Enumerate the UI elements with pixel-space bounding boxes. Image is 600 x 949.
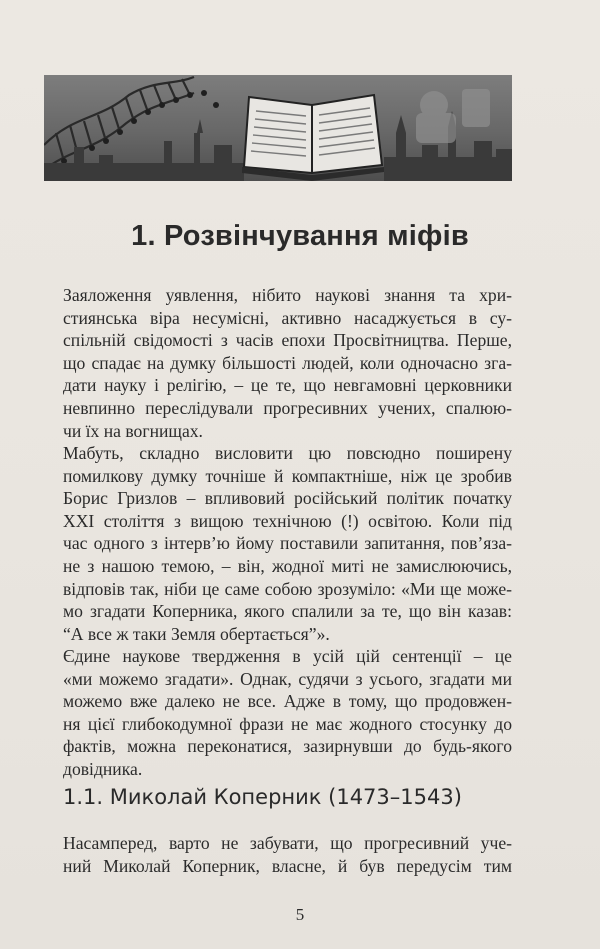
- chapter-banner-illustration: [44, 75, 512, 181]
- paragraph-2: [63, 442, 512, 645]
- open-book-icon: [242, 95, 384, 181]
- paragraph-line: Борис Гризлов – впливовий російський політик початку: [63, 488, 512, 509]
- paragraph-line: можемо вже далеко не все. Адже в тому, що продовжен-: [63, 691, 512, 712]
- paragraph-line: «ми можемо згадати». Однак, судячи з усього, згадати ми: [63, 668, 512, 689]
- paragraph-line: час одного з інтерв’ю йому поставили запитання, пов’яза-: [63, 533, 512, 554]
- paragraph-3: [63, 645, 512, 781]
- paragraph-line: мо згадати Коперника, якого спалили за те, що він казав:: [63, 601, 512, 622]
- paragraph-line: чи їх на вогнищах.: [63, 420, 203, 441]
- paragraph-line: стиянська віра несумісні, активно насаджується в су-: [63, 307, 512, 328]
- paragraph-line: довідника.: [63, 758, 143, 779]
- banner-artwork: [44, 75, 512, 181]
- paragraph-line: XXI століття з вищою технічною (!) освітою. Коли під: [63, 510, 512, 531]
- paragraph-line: що спадає на думку більшості людей, коли одночасно зга-: [63, 352, 512, 373]
- page-number: 5: [295, 905, 305, 924]
- section-paragraph: [63, 832, 512, 877]
- paragraph-line: фактів, можна переконатися, зазирнувши до будь-якого: [63, 736, 512, 757]
- paragraph-line: Єдине наукове твердження в усій цій сентенції – це: [63, 646, 512, 666]
- paragraph-line: Мабуть, складно висловити цю повсюдно поширену: [63, 443, 512, 463]
- paragraph-line: не з нашою темою, – він, жодної миті не замислюючись,: [63, 555, 512, 576]
- paragraph-1: [63, 284, 512, 442]
- section-title: 1.1. Миколай Коперник (1473–1543): [63, 785, 462, 809]
- paragraph-line: “А все ж таки Земля обертається”».: [63, 623, 330, 644]
- paragraph-line: невпинно переслідували прогресивних учених, спалюю-: [63, 397, 512, 418]
- paragraph-line: ний Миколай Коперник, власне, й був передусім тим: [63, 855, 512, 876]
- paragraph-line: Насамперед, варто не забувати, що прогресивний уче-: [63, 833, 512, 853]
- paragraph-line: ня цієї глибокодумної фрази не має жодного стосунку до: [63, 713, 512, 734]
- paragraph-line: помилкову думку точніше й компактніше, ніж це зробив: [63, 465, 512, 486]
- paragraph-line: дати науку і релігію, – це те, що невгамовні церковники: [63, 375, 512, 396]
- paragraph-line: відповів так, ніби це саме собою зрозуміло: «Ми ще може-: [63, 578, 512, 599]
- paragraph-line: спільній свідомості з часів епохи Просвітництва. Перше,: [63, 330, 512, 351]
- paragraph-line: Заяложення уявлення, нібито наукові знання та хри-: [63, 285, 512, 305]
- city-skyline-left: [44, 119, 244, 181]
- chapter-title: 1. Розвінчування міфів: [131, 220, 469, 252]
